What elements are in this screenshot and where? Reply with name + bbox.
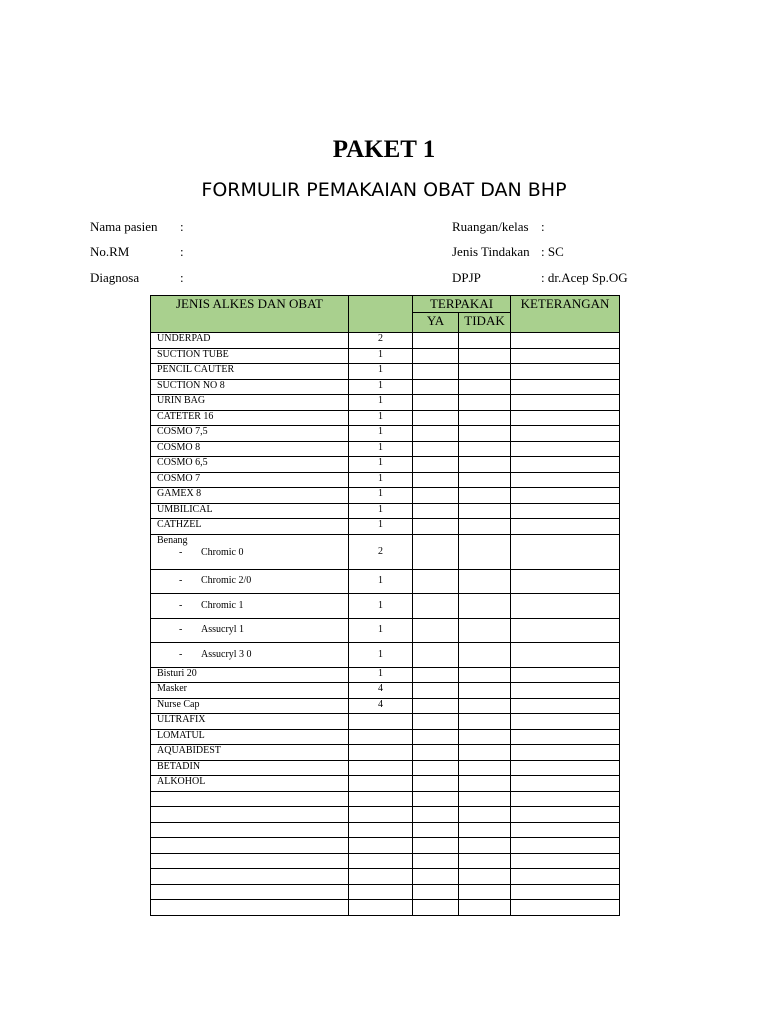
table-row-sub (151, 618, 620, 643)
ya-cell[interactable] (413, 348, 459, 364)
tidak-cell[interactable] (459, 618, 511, 643)
keterangan-cell[interactable] (511, 364, 620, 380)
tidak-cell[interactable] (459, 776, 511, 792)
item-name: URIN BAG (151, 395, 349, 411)
ya-cell[interactable] (413, 441, 459, 457)
item-qty (349, 714, 413, 730)
keterangan-cell[interactable] (511, 745, 620, 761)
item-name: Assucryl 3 0 (201, 648, 252, 660)
keterangan-cell[interactable] (511, 594, 620, 619)
table-row (151, 441, 620, 457)
ya-cell[interactable] (413, 379, 459, 395)
item-qty (349, 791, 413, 807)
table-row (151, 869, 620, 885)
ya-cell[interactable] (413, 618, 459, 643)
tidak-cell[interactable] (459, 853, 511, 869)
ya-cell[interactable] (413, 333, 459, 349)
benang-sub-item (157, 547, 348, 559)
header-ya: YA (413, 313, 459, 333)
item-name: ULTRAFIX (151, 714, 349, 730)
ya-cell[interactable] (413, 838, 459, 854)
table-row (151, 714, 620, 730)
keterangan-cell[interactable] (511, 488, 620, 504)
jenis-tindakan-value: : SC (541, 244, 564, 259)
ya-cell[interactable] (413, 569, 459, 594)
table-row-sub (151, 569, 620, 594)
ya-cell[interactable] (413, 426, 459, 442)
table-row (151, 457, 620, 473)
no-rm-label: No.RM (90, 244, 130, 259)
diagnosa-label: Diagnosa (90, 270, 140, 285)
sub-item-cell (151, 569, 349, 594)
tidak-cell[interactable] (459, 395, 511, 411)
header-qty (349, 296, 413, 333)
ya-cell[interactable] (413, 822, 459, 838)
tidak-cell[interactable] (459, 869, 511, 885)
item-qty (349, 853, 413, 869)
tidak-cell[interactable] (459, 760, 511, 776)
item-name: SUCTION TUBE (151, 348, 349, 364)
item-qty: 1 (349, 503, 413, 519)
table-row (151, 348, 620, 364)
tidak-cell[interactable] (459, 714, 511, 730)
tidak-cell[interactable] (459, 472, 511, 488)
item-name: Chromic 0 (201, 546, 244, 558)
items-table (150, 295, 620, 916)
table-row (151, 364, 620, 380)
item-name: LOMATUL (151, 729, 349, 745)
ya-cell[interactable] (413, 643, 459, 668)
keterangan-cell[interactable] (511, 884, 620, 900)
table-row (151, 884, 620, 900)
keterangan-cell[interactable] (511, 698, 620, 714)
item-name: COSMO 8 (151, 441, 349, 457)
tidak-cell[interactable] (459, 643, 511, 668)
item-name: COSMO 7 (151, 472, 349, 488)
sub-item-cell (151, 643, 349, 668)
ya-cell[interactable] (413, 884, 459, 900)
table-row (151, 395, 620, 411)
tidak-cell[interactable] (459, 488, 511, 504)
item-qty: 1 (349, 410, 413, 426)
table-row (151, 807, 620, 823)
keterangan-cell[interactable] (511, 534, 620, 569)
ya-cell[interactable] (413, 714, 459, 730)
keterangan-cell[interactable] (511, 643, 620, 668)
ya-cell[interactable] (413, 519, 459, 535)
table-row-sub (151, 594, 620, 619)
item-name: Bisturi 20 (151, 667, 349, 683)
tidak-cell[interactable] (459, 667, 511, 683)
keterangan-cell[interactable] (511, 760, 620, 776)
item-qty: 1 (349, 667, 413, 683)
ya-cell[interactable] (413, 667, 459, 683)
tidak-cell[interactable] (459, 457, 511, 473)
item-name: CATETER 16 (151, 410, 349, 426)
item-name: UMBILICAL (151, 503, 349, 519)
item-name (151, 838, 349, 854)
item-name (151, 900, 349, 916)
item-name (151, 822, 349, 838)
ya-cell[interactable] (413, 698, 459, 714)
header-keterangan: KETERANGAN (511, 296, 620, 333)
item-qty: 1 (349, 441, 413, 457)
item-qty (349, 900, 413, 916)
keterangan-cell[interactable] (511, 457, 620, 473)
ya-cell[interactable] (413, 503, 459, 519)
ya-cell[interactable] (413, 488, 459, 504)
tidak-cell[interactable] (459, 569, 511, 594)
keterangan-cell[interactable] (511, 807, 620, 823)
keterangan-cell[interactable] (511, 379, 620, 395)
table-row (151, 791, 620, 807)
table-row (151, 472, 620, 488)
keterangan-cell[interactable] (511, 776, 620, 792)
ya-cell[interactable] (413, 395, 459, 411)
ya-cell[interactable] (413, 729, 459, 745)
item-qty (349, 807, 413, 823)
item-qty (349, 760, 413, 776)
ruangan-label: Ruangan/kelas (452, 219, 529, 234)
item-qty (349, 745, 413, 761)
tidak-cell[interactable] (459, 683, 511, 699)
dpjp-value: : dr.Acep Sp.OG (541, 270, 628, 285)
keterangan-cell[interactable] (511, 714, 620, 730)
table-row (151, 853, 620, 869)
table-row (151, 667, 620, 683)
table-row (151, 519, 620, 535)
table-row (151, 426, 620, 442)
item-name: BETADIN (151, 760, 349, 776)
keterangan-cell[interactable] (511, 900, 620, 916)
tidak-cell[interactable] (459, 426, 511, 442)
keterangan-cell[interactable] (511, 618, 620, 643)
ya-cell[interactable] (413, 364, 459, 380)
page-title: PAKET 1 (332, 136, 436, 163)
keterangan-cell[interactable] (511, 667, 620, 683)
benang-cell (151, 534, 349, 569)
ya-cell[interactable] (413, 594, 459, 619)
item-qty (349, 884, 413, 900)
item-name (151, 884, 349, 900)
tidak-cell[interactable] (459, 364, 511, 380)
header-tidak: TIDAK (459, 313, 511, 333)
table-row-benang (151, 534, 620, 569)
dpjp-label: DPJP (452, 270, 481, 285)
table-row (151, 503, 620, 519)
ruangan-value: : (541, 219, 545, 234)
tidak-cell[interactable] (459, 838, 511, 854)
diagnosa-value: : (180, 270, 184, 285)
ya-cell[interactable] (413, 869, 459, 885)
keterangan-cell[interactable] (511, 395, 620, 411)
keterangan-cell[interactable] (511, 441, 620, 457)
list-dash: - (179, 599, 183, 611)
sub-item-cell (151, 594, 349, 619)
form-subtitle: FORMULIR PEMAKAIAN OBAT DAN BHP (201, 179, 567, 201)
tidak-cell[interactable] (459, 594, 511, 619)
tidak-cell[interactable] (459, 745, 511, 761)
tidak-cell[interactable] (459, 698, 511, 714)
item-name (151, 791, 349, 807)
item-qty (349, 729, 413, 745)
keterangan-cell[interactable] (511, 791, 620, 807)
ya-cell[interactable] (413, 791, 459, 807)
tidak-cell[interactable] (459, 379, 511, 395)
tidak-cell[interactable] (459, 900, 511, 916)
item-qty: 1 (349, 643, 413, 668)
item-qty: 1 (349, 618, 413, 643)
ya-cell[interactable] (413, 683, 459, 699)
ya-cell[interactable] (413, 534, 459, 569)
item-name: COSMO 6,5 (151, 457, 349, 473)
item-name: Chromic 1 (201, 599, 244, 611)
header-terpakai: TERPAKAI (413, 296, 511, 313)
benang-label: Benang (157, 534, 188, 546)
ya-cell[interactable] (413, 807, 459, 823)
table-row (151, 488, 620, 504)
table-row (151, 900, 620, 916)
table-row (151, 683, 620, 699)
nama-pasien-label: Nama pasien (90, 219, 158, 234)
ya-cell[interactable] (413, 900, 459, 916)
item-qty (349, 776, 413, 792)
tidak-cell[interactable] (459, 348, 511, 364)
keterangan-cell[interactable] (511, 869, 620, 885)
tidak-cell[interactable] (459, 729, 511, 745)
item-name: PENCIL CAUTER (151, 364, 349, 380)
item-name (151, 807, 349, 823)
list-dash: - (179, 575, 183, 587)
tidak-cell[interactable] (459, 503, 511, 519)
table-row (151, 776, 620, 792)
item-qty: 1 (349, 348, 413, 364)
keterangan-cell[interactable] (511, 426, 620, 442)
nama-pasien-value: : (180, 219, 184, 234)
table-row (151, 822, 620, 838)
table-row (151, 698, 620, 714)
keterangan-cell[interactable] (511, 822, 620, 838)
tidak-cell[interactable] (459, 519, 511, 535)
item-qty: 4 (349, 698, 413, 714)
keterangan-cell[interactable] (511, 853, 620, 869)
table-body (151, 333, 620, 916)
list-dash: - (179, 546, 183, 558)
item-qty: 2 (349, 333, 413, 349)
jenis-tindakan-label: Jenis Tindakan (452, 244, 530, 259)
sub-item-cell (151, 618, 349, 643)
item-qty: 1 (349, 594, 413, 619)
tidak-cell[interactable] (459, 822, 511, 838)
table-row (151, 410, 620, 426)
keterangan-cell[interactable] (511, 838, 620, 854)
keterangan-cell[interactable] (511, 503, 620, 519)
item-qty: 1 (349, 488, 413, 504)
keterangan-cell[interactable] (511, 519, 620, 535)
item-name: Masker (151, 683, 349, 699)
keterangan-cell[interactable] (511, 472, 620, 488)
table-row (151, 760, 620, 776)
keterangan-cell[interactable] (511, 410, 620, 426)
list-dash: - (179, 624, 183, 636)
item-qty: 1 (349, 472, 413, 488)
ya-cell[interactable] (413, 410, 459, 426)
item-qty: 2 (349, 534, 413, 569)
item-qty: 1 (349, 395, 413, 411)
table-row (151, 333, 620, 349)
keterangan-cell[interactable] (511, 569, 620, 594)
tidak-cell[interactable] (459, 333, 511, 349)
tidak-cell[interactable] (459, 884, 511, 900)
item-name: ALKOHOL (151, 776, 349, 792)
keterangan-cell[interactable] (511, 348, 620, 364)
keterangan-cell[interactable] (511, 333, 620, 349)
item-name (151, 853, 349, 869)
item-name: CATHZEL (151, 519, 349, 535)
item-qty: 1 (349, 364, 413, 380)
tidak-cell[interactable] (459, 807, 511, 823)
item-name: SUCTION NO 8 (151, 379, 349, 395)
ya-cell[interactable] (413, 760, 459, 776)
table-row (151, 838, 620, 854)
list-dash: - (179, 648, 183, 660)
item-qty (349, 822, 413, 838)
table-row (151, 729, 620, 745)
item-qty: 1 (349, 379, 413, 395)
tidak-cell[interactable] (459, 410, 511, 426)
ya-cell[interactable] (413, 472, 459, 488)
table-row-sub (151, 643, 620, 668)
item-qty: 1 (349, 569, 413, 594)
ya-cell[interactable] (413, 745, 459, 761)
item-name: Nurse Cap (151, 698, 349, 714)
keterangan-cell[interactable] (511, 683, 620, 699)
header-jenis: JENIS ALKES DAN OBAT (151, 296, 349, 333)
keterangan-cell[interactable] (511, 729, 620, 745)
no-rm-value: : (180, 244, 184, 259)
ya-cell[interactable] (413, 853, 459, 869)
item-name (151, 869, 349, 885)
item-qty: 4 (349, 683, 413, 699)
item-qty: 1 (349, 519, 413, 535)
ya-cell[interactable] (413, 776, 459, 792)
item-name: UNDERPAD (151, 333, 349, 349)
item-name: GAMEX 8 (151, 488, 349, 504)
item-name: AQUABIDEST (151, 745, 349, 761)
item-qty (349, 869, 413, 885)
item-name: COSMO 7,5 (151, 426, 349, 442)
tidak-cell[interactable] (459, 791, 511, 807)
item-name: Chromic 2/0 (201, 575, 252, 587)
table-row (151, 745, 620, 761)
tidak-cell[interactable] (459, 534, 511, 569)
tidak-cell[interactable] (459, 441, 511, 457)
table-row (151, 379, 620, 395)
item-qty (349, 838, 413, 854)
ya-cell[interactable] (413, 457, 459, 473)
item-qty: 1 (349, 457, 413, 473)
item-name: Assucryl 1 (201, 624, 245, 636)
item-qty: 1 (349, 426, 413, 442)
